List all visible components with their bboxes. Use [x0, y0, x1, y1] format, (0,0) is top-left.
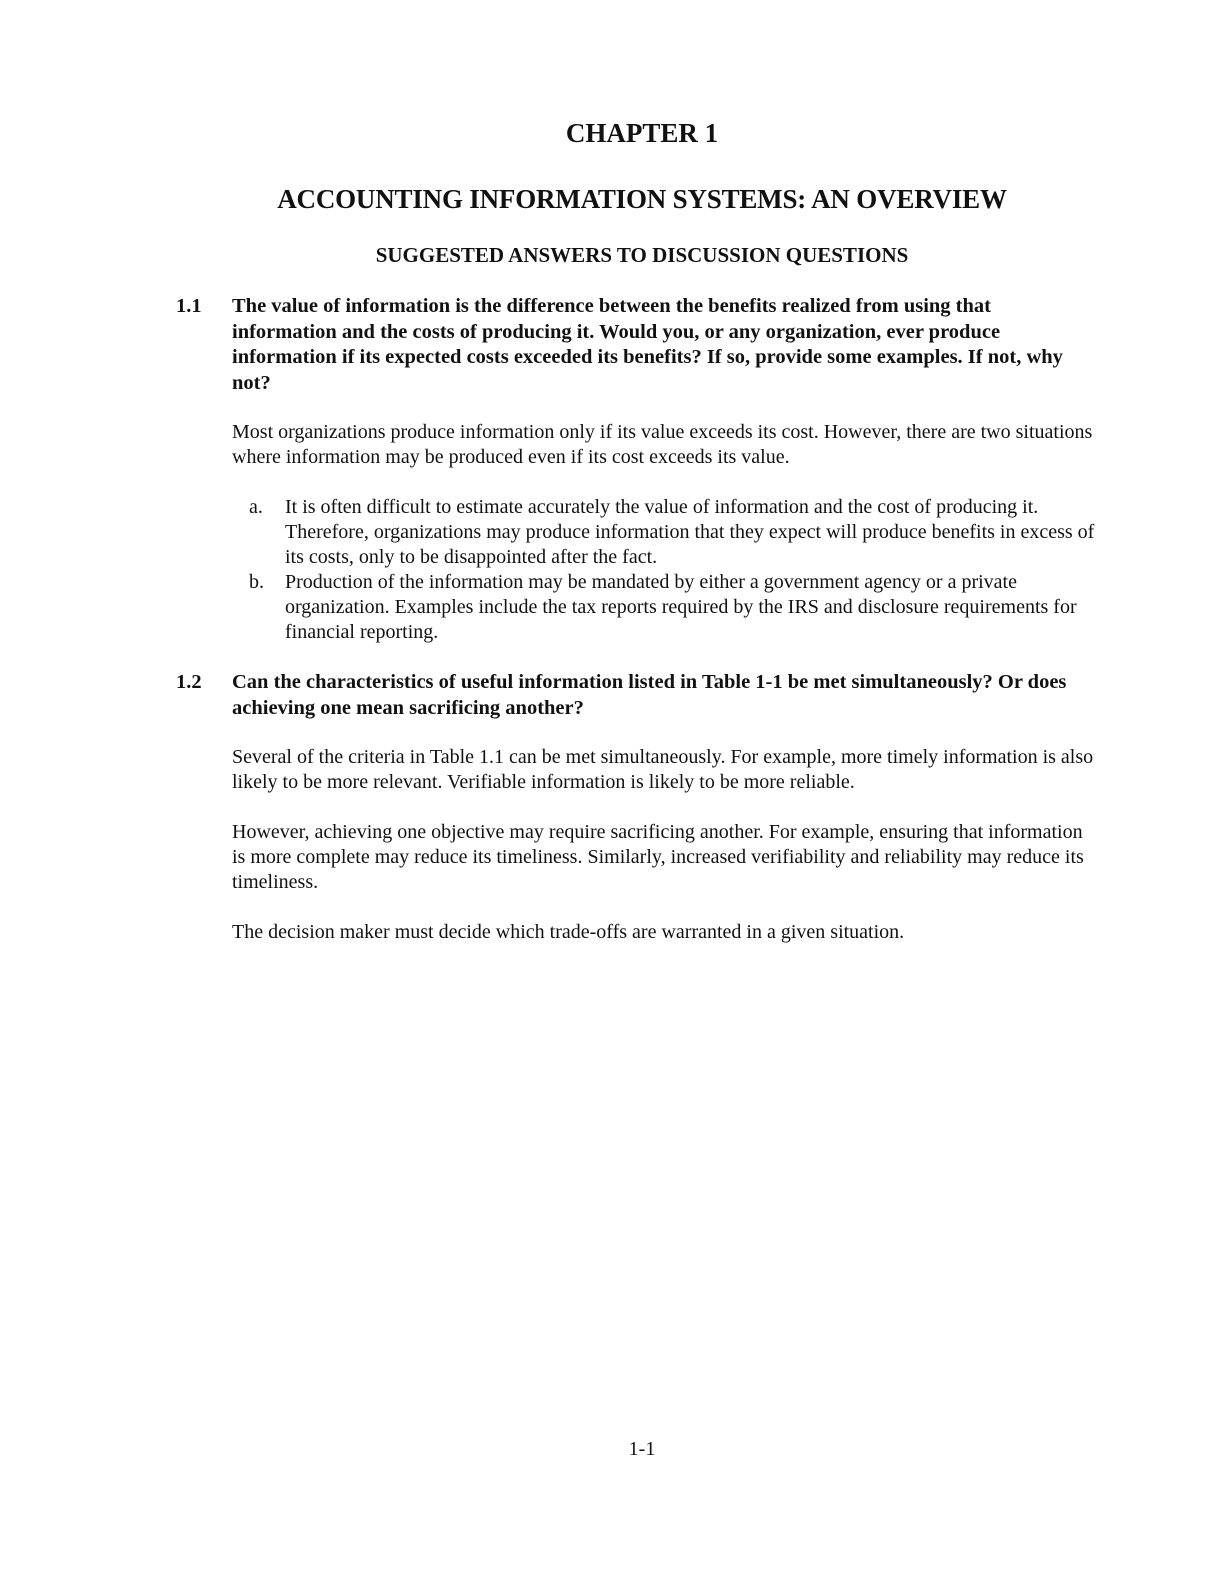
list-item-text: It is often difficult to estimate accurately the value of information and the cost of producing it. Therefore, organizations may produce information that they expect will produce benefits in excess of its costs, only to be disappointed after the fact. — [285, 496, 1095, 568]
list-item — [232, 495, 1098, 570]
chapter-heading: CHAPTER 1 — [565, 118, 719, 148]
question-number: 1.2 — [176, 671, 202, 693]
list-item — [232, 570, 1098, 645]
list-item-text: Production of the information may be mandated by either a government agency or a private organization. Examples include the tax reports required by the IRS and disclosure requirements for financial reporting. — [285, 571, 1077, 643]
answer-paragraph: However, achieving one objective may require sacrificing another. For example, ensuring that information is more complete may reduce its timeliness. Similarly, increased verifiability and reliability may reduce its timeliness. — [232, 821, 1084, 893]
answer-paragraph: The decision maker must decide which trade-offs are warranted in a given situation. — [232, 921, 905, 943]
answer-paragraph: Most organizations produce information only if its value exceeds its cost. However, there are two situations where information may be produced even if its cost exceeds its value. — [232, 421, 1093, 468]
answer-paragraph: Several of the criteria in Table 1.1 can be met simultaneously. For example, more timely information is also likely to be more relevant. Verifiable information is likely to be more reliable. — [232, 746, 1094, 793]
question-number: 1.1 — [176, 295, 202, 317]
page-number: 1-1 — [628, 1438, 656, 1460]
question-text: Can the characteristics of useful information listed in Table 1-1 be met simultaneously? Or does achieving one mean sacrificing another? — [232, 671, 1067, 719]
list-marker: a. — [249, 496, 263, 518]
section-subtitle: SUGGESTED ANSWERS TO DISCUSSION QUESTIONS — [375, 243, 909, 267]
chapter-title: ACCOUNTING INFORMATION SYSTEMS: AN OVERVIEW — [277, 184, 1007, 214]
question-text: The value of information is the difference between the benefits realized from using that information and the costs of producing it. Would you, or any organization, ever produce information if its expected costs exceeded its benefits? If so, provide some examples. If not, why not? — [232, 295, 1063, 394]
list-marker: b. — [249, 571, 264, 593]
answer-list — [232, 495, 1098, 645]
